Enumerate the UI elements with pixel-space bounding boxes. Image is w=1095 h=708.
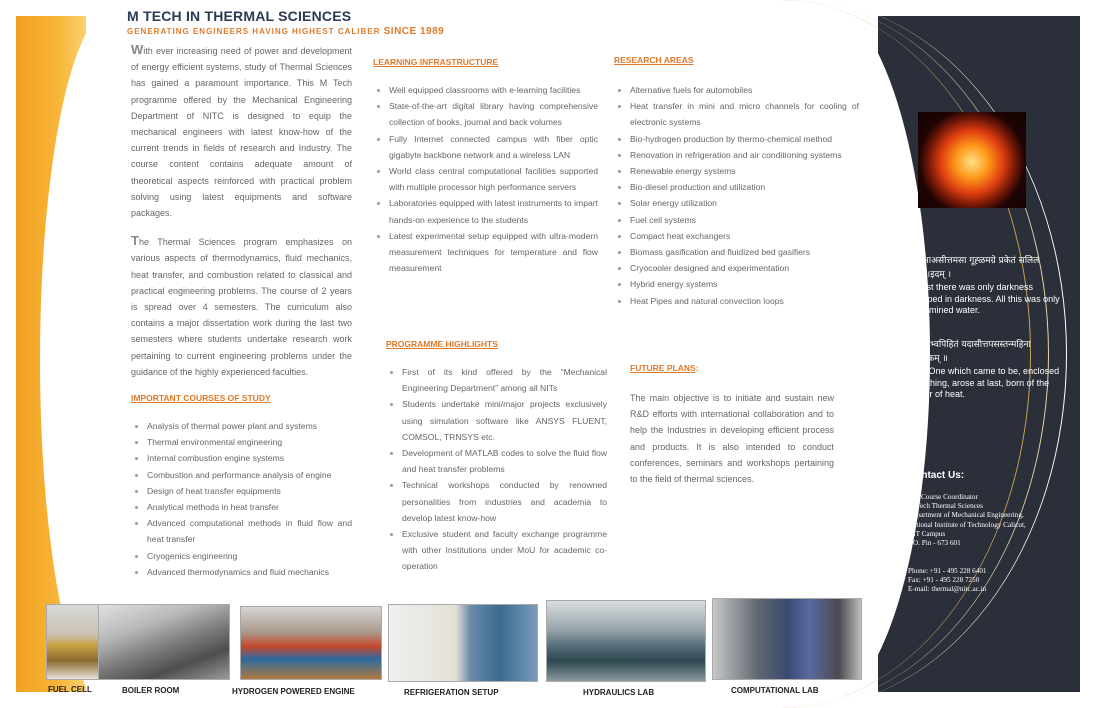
research-column — [614, 54, 859, 309]
list-item: • Fully Internet connected campus with fiber optic gigabyte backbone network and a wireless LAN — [389, 131, 598, 163]
caption-computational-lab: COMPUTATIONAL LAB — [731, 686, 819, 695]
contact-phone-block — [908, 567, 987, 595]
list-item: • World class central computational facilities supported with multiple processor high performance servers — [389, 163, 598, 195]
fuel-cell-photo — [46, 604, 100, 680]
highlights-list — [386, 364, 607, 575]
tagline — [127, 26, 444, 37]
verse-block-1 — [908, 254, 1063, 317]
intro-text-1: ith ever increasing need of power and development of energy efficient systems, study of Thermal Sciences has gained a paramount importance. This M Tech programme offered by the Mechanical Engineering Department of NITC is designed to equip the mechanical engineers with latest know-how of the current trends in fields of research and Industry. The course content contains adequate amount of theoretical aspects reinforced with practical problem solving using latest equipments and software packages. — [131, 46, 352, 219]
caption-hydraulics-lab: HYDRAULICS LAB — [583, 688, 655, 697]
list-item: • State-of-the-art digital library having comprehensive collection of books, journal and back volumes — [389, 98, 598, 130]
contact-line: The Course Coordinator — [908, 493, 978, 501]
caption-hydrogen-engine: HYDROGEN POWERED ENGINE — [232, 687, 355, 696]
courses-list — [131, 418, 352, 580]
list-item: • Exclusive student and faculty exchange programme with other Institutions under MoU for academic co-operation — [402, 526, 607, 575]
sanskrit-verse-1: तम।आअसीत्तमसा गूह्ळमग्रे प्रकेतं सलिलं सर्वमा।इदम् । — [908, 256, 1040, 280]
hydraulics-lab-photo — [546, 600, 706, 682]
page-title: M TECH IN THERMAL SCIENCES — [127, 8, 352, 24]
list-item: • Laboratories equipped with latest instruments to impart hands-on experience to the students — [389, 195, 598, 227]
research-list — [614, 82, 859, 309]
email-line: E-mail: thermal@nitc.ac.in — [908, 585, 987, 594]
intro-text-2: he Thermal Sciences program emphasizes on various aspects of thermodynamics, fluid mechanics, heat transfer, and combustion related to classical and practical engineering problems. The course of 2 years is spread over 4 semesters. The curriculum also contains a major dissertation work during the last two semesters where students undertake research work pertaining to current engineering problems under the guidance of the highly experienced faculties. — [131, 237, 352, 377]
list-item: • Cryogenics engineering — [147, 548, 352, 564]
list-item: • Fuel cell systems — [630, 212, 859, 228]
research-heading: RESEARCH AREAS — [614, 55, 694, 65]
contact-address — [908, 493, 1026, 548]
list-item: • Well equipped classrooms with e-learning facilities — [389, 82, 598, 98]
list-item: • Hybrid energy systems — [630, 276, 859, 292]
phone-line: Phone: +91 - 495 228 6401 — [908, 567, 987, 575]
intro-paragraph-2 — [131, 233, 352, 380]
contact-line: National Institute of Technology Calicut, — [908, 520, 1026, 529]
since-year: SINCE 1989 — [383, 26, 445, 37]
intro-paragraph-1 — [131, 42, 352, 221]
future-column — [630, 362, 834, 487]
contact-line: P.O. Pin - 673 601 — [908, 539, 961, 548]
list-item: • Solar energy utilization — [630, 195, 859, 211]
future-text: The main objective is to initiate and sustain new R&D efforts with international collaboration and to help the Industries in developing efficient process and products. It is also intended to conduct conferences, seminars and workshops pertaining to the field of thermal sciences. — [630, 393, 834, 485]
future-heading-colon: : — [695, 363, 699, 373]
list-item: • Bio-hydrogen production by thermo-chemical method — [630, 131, 859, 147]
list-item: • Biomass gasification and fluidized bed gasifiers — [630, 244, 859, 260]
refrigeration-setup-photo — [388, 604, 538, 682]
list-item: • Heat transfer in mini and micro channels for cooling of electronic systems — [630, 98, 859, 130]
tagline-text: GENERATING ENGINEERS HAVING HIGHEST CALIBER — [127, 27, 381, 36]
infrastructure-list — [373, 82, 598, 276]
list-item: • Analytical methods in heat transfer — [147, 499, 352, 515]
sanskrit-verse-2: तुच्छेनाभ्वपिहितं यदासीत्तपसस्तन्महिना जायतैकम् ॥ — [908, 340, 1031, 364]
intro-column — [131, 42, 352, 580]
contact-line: NIT Campus — [908, 529, 946, 538]
highlights-heading: PROGRAMME HIGHLIGHTS — [386, 339, 498, 349]
fax-line: Fax: +91 - 495 228 7250 — [908, 576, 980, 585]
caption-boiler-room: BOILER ROOM — [122, 686, 180, 695]
contact-line: Department of Mechanical Engineering, — [908, 511, 1024, 520]
list-item: • First of its kind offered by the “Mechanical Engineering Department” among all NITs — [402, 364, 607, 396]
drop-cap: W — [131, 42, 144, 57]
list-item: • Students undertake mini/major projects exclusively using simulation software like ANSYS FLUENT, COMSOL, TRNSYS etc. — [402, 396, 607, 445]
list-item: • Latest experimental setup equipped with ultra-modern measurement techniques for temperature and flow measurement — [389, 228, 598, 277]
contact-line: M Tech Thermal Sciences — [908, 502, 983, 511]
english-verse-2: That One which came to be, enclosed in nothing, arose at last, born of the power of heat. — [908, 366, 1060, 399]
english-verse-1: At first there was only darkness wrapped in darkness. All this was only unillumined water. — [908, 282, 1060, 315]
infrastructure-column — [373, 56, 598, 276]
list-item: • Technical workshops conducted by renowned personalities from industries and academia to develop latest know-how — [402, 477, 607, 526]
courses-heading: IMPORTANT COURSES OF STUDY — [131, 393, 271, 404]
list-item: • Analysis of thermal power plant and systems — [147, 418, 352, 434]
list-item: • Development of MATLAB codes to solve the fluid flow and heat transfer problems — [402, 445, 607, 477]
caption-fuel-cell: FUEL CELL — [48, 685, 92, 694]
hydrogen-engine-photo — [240, 606, 382, 680]
future-heading — [630, 362, 834, 374]
verse-block-2 — [908, 338, 1063, 401]
list-item: • Renewable energy systems — [630, 163, 859, 179]
list-item: • Heat Pipes and natural convection loops — [630, 293, 859, 309]
sun-image — [918, 112, 1026, 208]
list-item: • Combustion and performance analysis of engine — [147, 467, 352, 483]
list-item: • Advanced computational methods in fluid flow and heat transfer — [147, 515, 352, 547]
list-item: • Compact heat exchangers — [630, 228, 859, 244]
list-item: • Cryocooler designed and experimentation — [630, 260, 859, 276]
list-item: • Alternative fuels for automobiles — [630, 82, 859, 98]
contact-heading: Contact Us: — [908, 470, 965, 481]
highlights-column — [386, 338, 607, 575]
list-item: • Design of heat transfer equipments — [147, 483, 352, 499]
future-heading-text: FUTURE PLANS — [630, 363, 696, 373]
computational-lab-photo — [712, 598, 862, 680]
list-item: • Bio-diesel production and utilization — [630, 179, 859, 195]
caption-refrigeration-setup: REFRIGERATION SETUP — [404, 688, 499, 697]
list-item: • Thermal environmental engineering — [147, 434, 352, 450]
drop-cap: T — [131, 233, 139, 249]
list-item: • Renovation in refrigeration and air conditioning systems — [630, 147, 859, 163]
list-item: • Internal combustion engine systems — [147, 450, 352, 466]
boiler-room-photo — [98, 604, 230, 680]
infrastructure-heading: LEARNING INFRASTRUCTURE — [373, 57, 499, 67]
list-item: • Advanced thermodynamics and fluid mechanics — [147, 564, 352, 580]
